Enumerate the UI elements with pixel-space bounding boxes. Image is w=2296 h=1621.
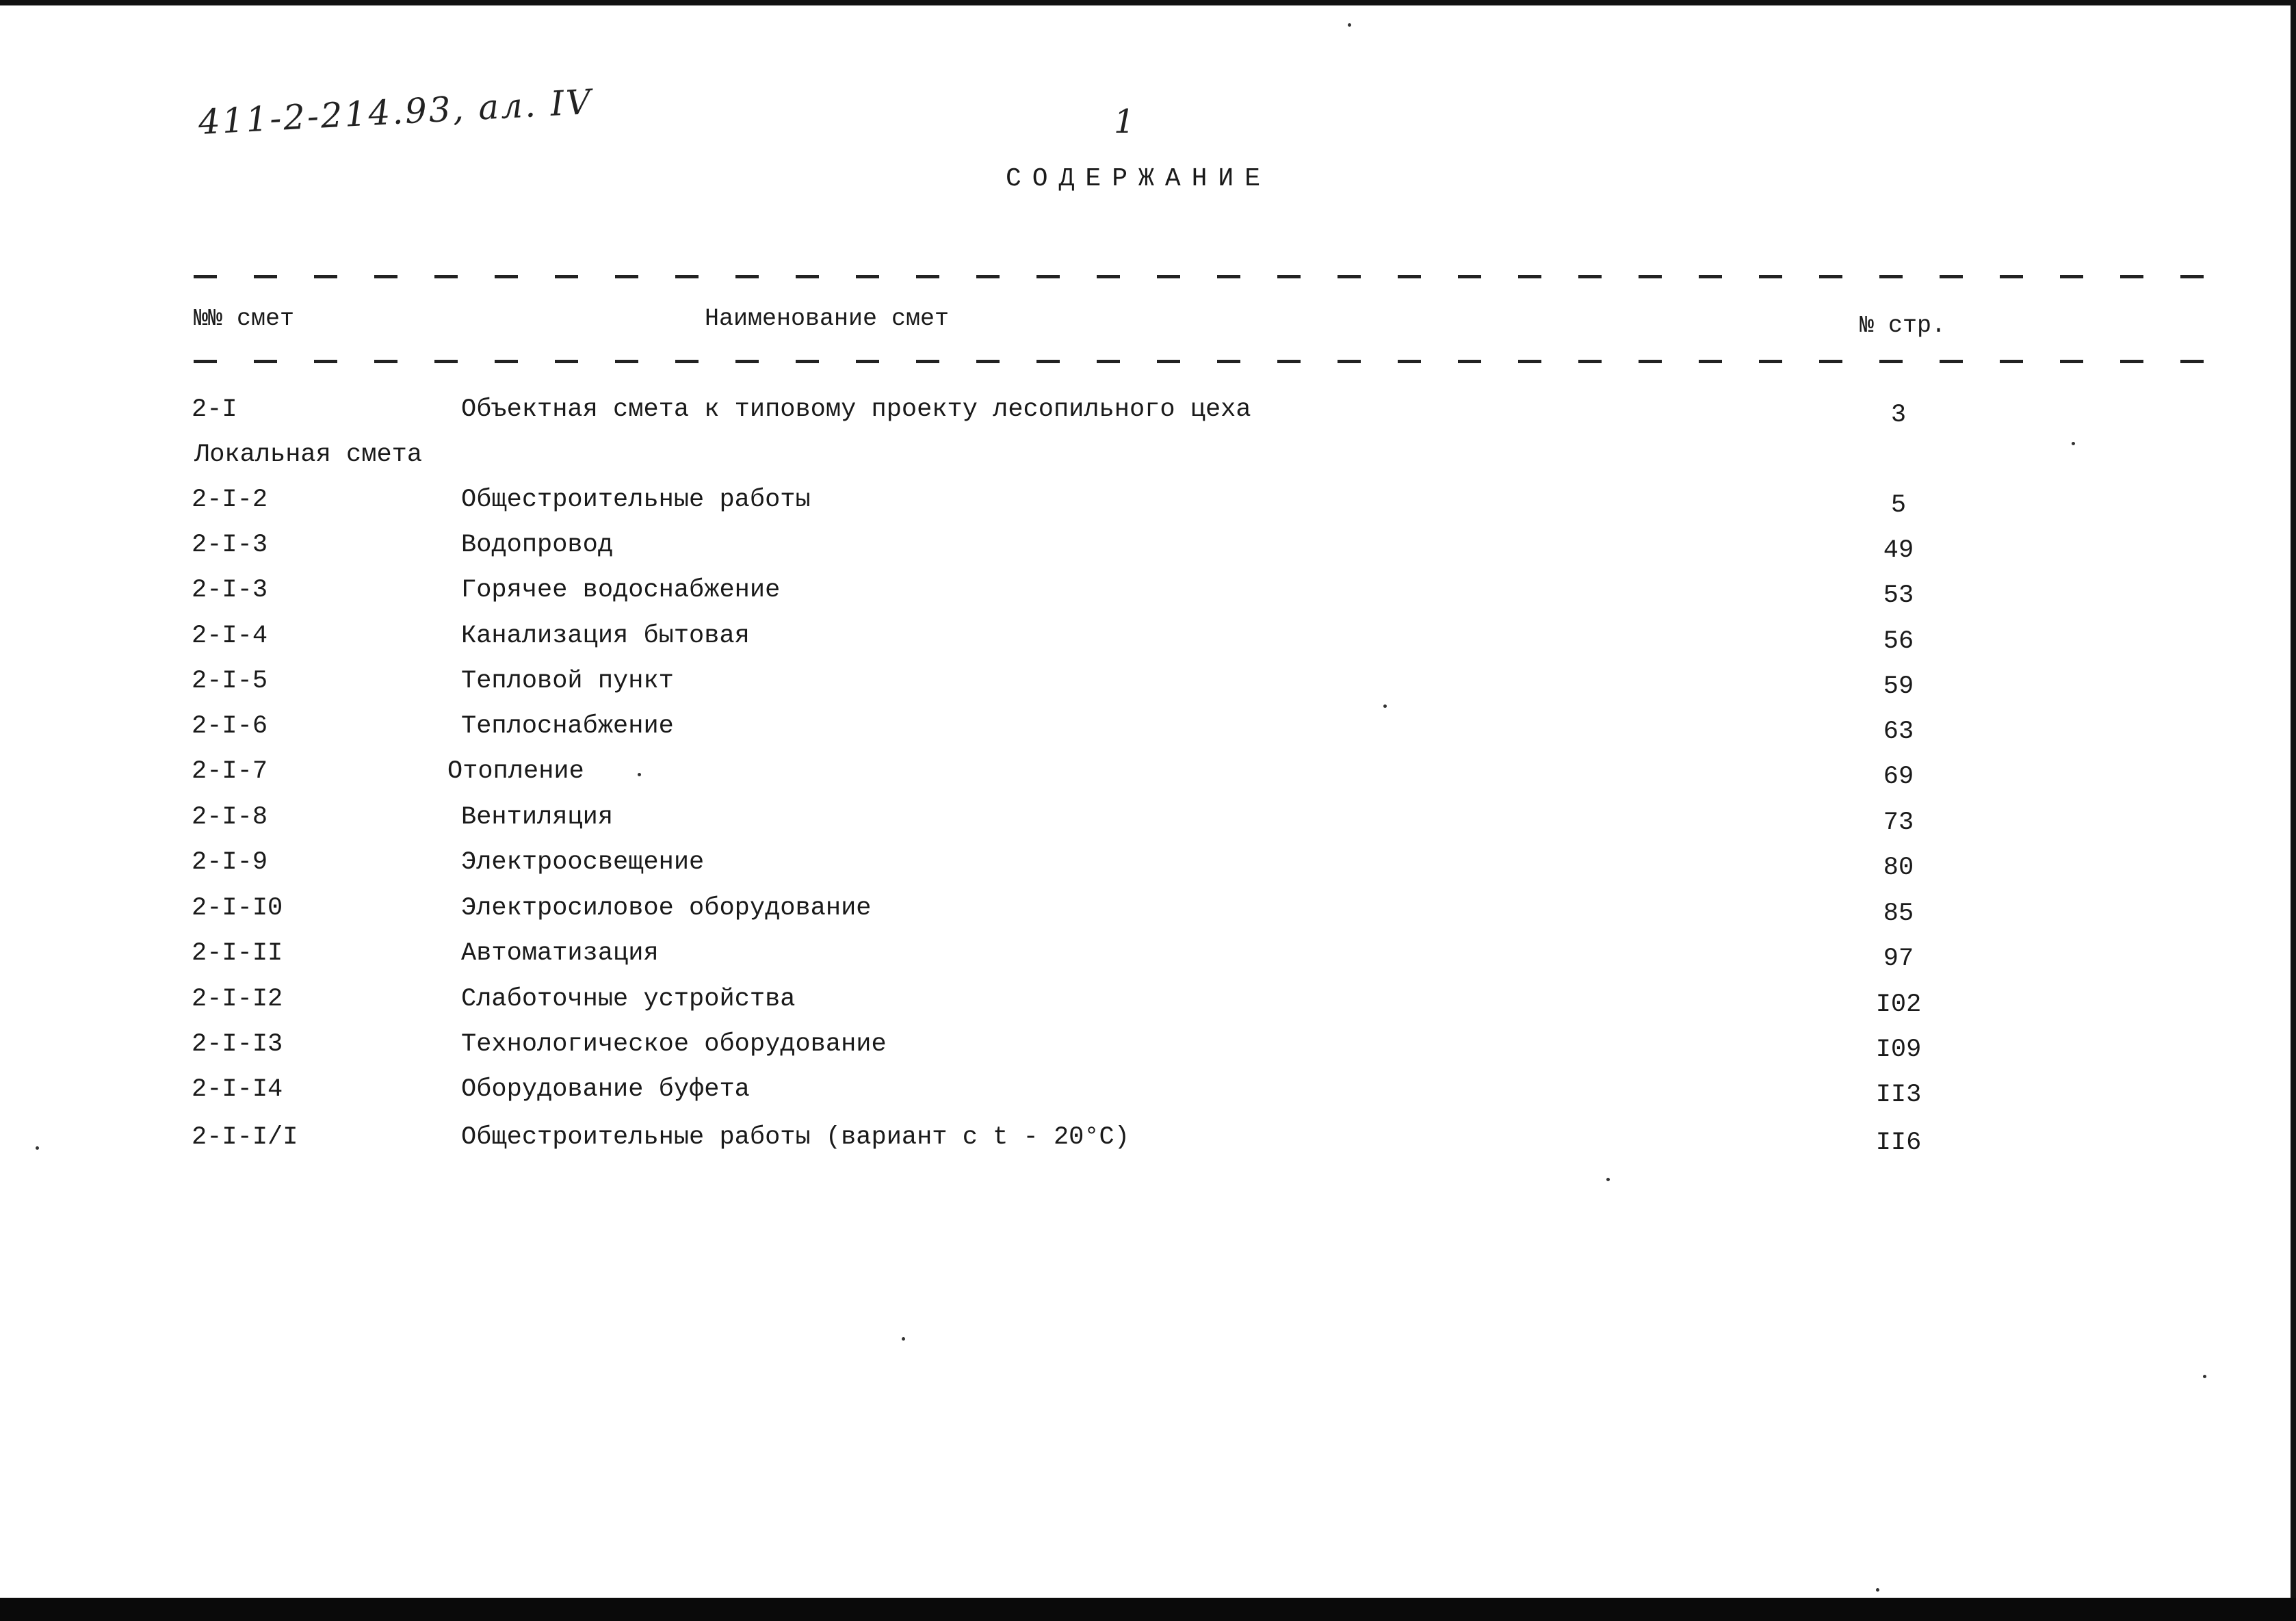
toc-row (0, 848, 2296, 889)
scan-speck (2203, 1375, 2206, 1378)
estimate-page: I02 (1875, 990, 1922, 1019)
estimate-page: I09 (1875, 1036, 1922, 1064)
estimate-page: II3 (1875, 1081, 1922, 1109)
scan-speck (902, 1337, 905, 1341)
scan-speck (1606, 1178, 1610, 1181)
estimate-name: Вентиляция (461, 803, 614, 832)
estimate-name: Объектная смета к типовому проекту лесопильного цеха (461, 395, 1251, 424)
estimate-name: Канализация бытовая (461, 622, 750, 650)
scan-speck (1383, 704, 1387, 708)
toc-row (0, 803, 2296, 844)
estimate-number: 2-I-I3 (192, 1030, 283, 1059)
toc-row (0, 985, 2296, 1026)
toc-row (0, 622, 2296, 663)
scan-speck (36, 1146, 39, 1150)
estimate-page: 85 (1883, 899, 1914, 928)
toc-row (0, 1030, 2296, 1071)
estimate-number: 2-I-II (192, 939, 283, 968)
document-title: СОДЕРЖАНИЕ (1006, 164, 1272, 194)
estimate-name: Электросиловое оборудование (461, 894, 872, 923)
estimate-number: 2-I (192, 395, 237, 424)
estimate-number: 2-I-4 (192, 622, 268, 650)
estimate-number: 2-I-6 (192, 712, 268, 741)
estimate-number: 2-I-I2 (192, 985, 283, 1014)
estimate-name: Слаботочные устройства (461, 985, 796, 1014)
estimate-name: Теплоснабжение (461, 712, 674, 741)
toc-row (0, 667, 2296, 708)
estimate-page: 53 (1883, 581, 1914, 610)
estimate-number: 2-I-I/I (192, 1123, 298, 1152)
toc-row (0, 894, 2296, 935)
estimate-number: 2-I-9 (192, 848, 268, 877)
scan-speck (638, 773, 641, 776)
estimate-number: 2-I-7 (192, 757, 268, 786)
header-number-column: №№ смет (194, 305, 295, 332)
estimate-name: Общестроительные работы (вариант с t - 20°C) (461, 1123, 1130, 1152)
toc-row (0, 1075, 2296, 1116)
estimate-name: Общестроительные работы (461, 486, 811, 514)
estimate-number: 2-I-8 (192, 803, 268, 832)
toc-row (0, 939, 2296, 980)
estimate-number: 2-I-2 (192, 486, 268, 514)
toc-row (0, 576, 2296, 617)
estimate-page: 5 (1890, 491, 1907, 520)
estimate-page: 69 (1883, 763, 1914, 791)
scan-speck (1876, 1588, 1879, 1592)
estimate-name: Технологическое оборудование (461, 1030, 887, 1059)
toc-row (0, 486, 2296, 527)
estimate-name: Оборудование буфета (461, 1075, 750, 1104)
estimate-page: 49 (1883, 536, 1914, 565)
estimate-number: 2-I-5 (192, 667, 268, 696)
estimate-page: 80 (1883, 854, 1914, 882)
estimate-page: II6 (1875, 1129, 1922, 1157)
toc-row (0, 1123, 2296, 1164)
estimate-number: 2-I-I4 (192, 1075, 283, 1104)
estimate-page: 56 (1883, 627, 1914, 656)
header-name-column: Наименование смет (705, 305, 950, 332)
estimate-name: Электроосвещение (461, 848, 705, 877)
estimate-name: Тепловой пункт (461, 667, 674, 696)
handwritten-document-code: 411-2-214.93, ал. IV (197, 81, 594, 142)
scan-speck (2072, 442, 2075, 445)
estimate-name: Отопление (447, 757, 584, 786)
estimate-page: 63 (1883, 717, 1914, 746)
estimate-number: 2-I-3 (192, 576, 268, 605)
estimate-page: 3 (1890, 401, 1907, 430)
estimate-name: Водопровод (461, 531, 614, 559)
toc-row (0, 531, 2296, 572)
scan-speck (1348, 23, 1351, 27)
toc-row (0, 757, 2296, 798)
toc-row (0, 395, 2296, 436)
estimate-name: Автоматизация (461, 939, 659, 968)
section-label-local-estimate: Локальная смета (194, 440, 423, 469)
estimate-page: 73 (1883, 808, 1914, 837)
estimate-number: 2-I-I0 (192, 894, 283, 923)
toc-row (0, 712, 2296, 753)
page-number: 1 (1114, 103, 1135, 141)
header-page-column: № стр. (1860, 312, 1946, 339)
estimate-page: 59 (1883, 672, 1914, 701)
estimate-page: 97 (1883, 945, 1914, 973)
estimate-name: Горячее водоснабжение (461, 576, 781, 605)
estimate-number: 2-I-3 (192, 531, 268, 559)
